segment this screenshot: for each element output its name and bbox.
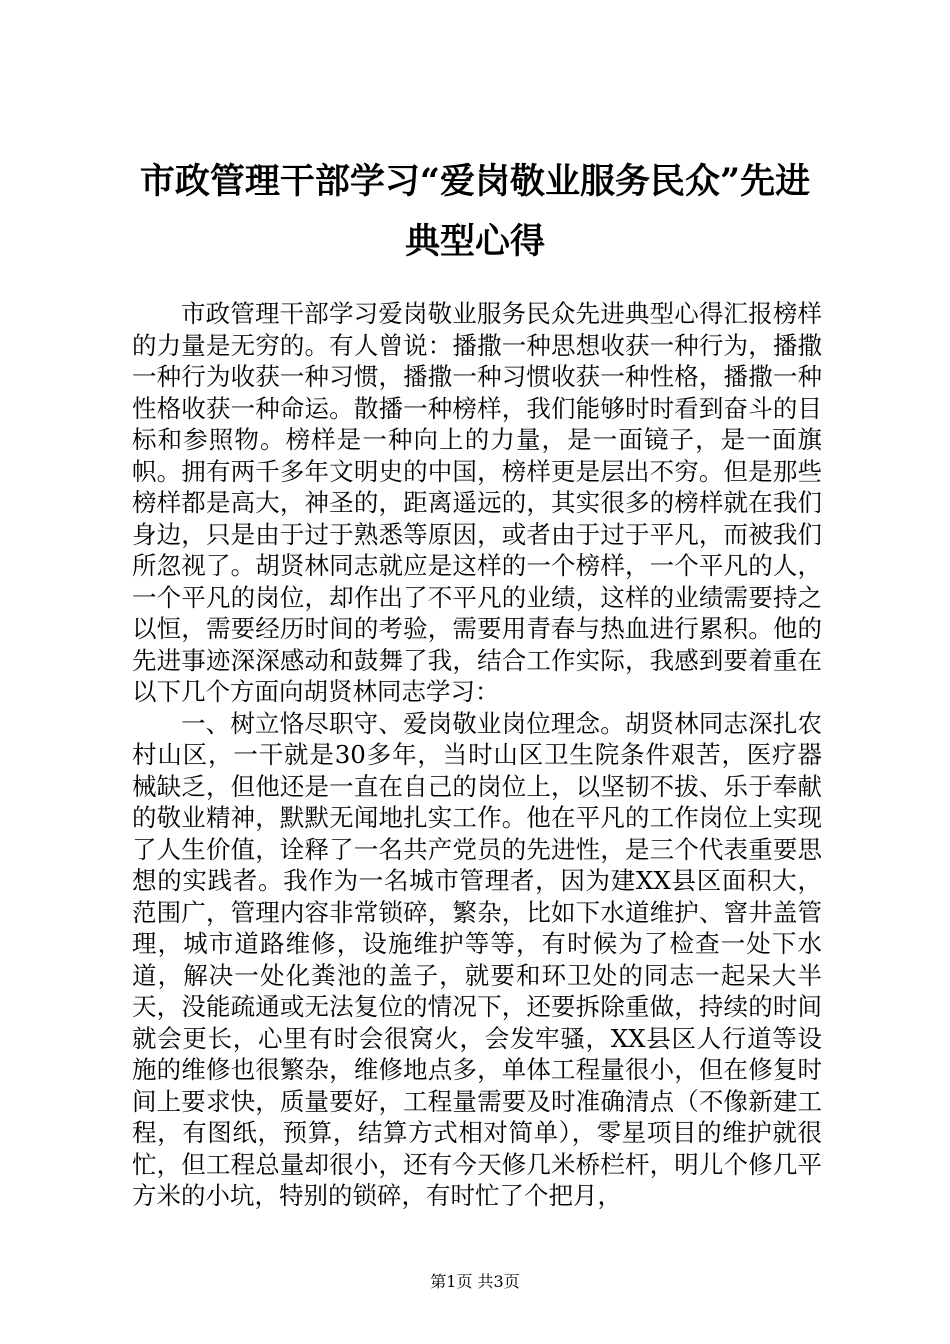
- document-title-line1: 市政管理干部学习“爱岗敬业服务民众”先进: [139, 161, 811, 202]
- paragraph-intro: 市政管理干部学习爱岗敬业服务民众先进典型心得汇报榜样的力量是无穷的。有人曾说：播撒一种思想收获一种行为，播撒一种行为收获一种习惯，播撒一种习惯收获一种性格，播撒一种性格收获一种命运。散播一种榜样，我们能够时时看到奋斗的目标和参照物。榜样是一种向上的力量，是一面镜子，是一面旗帜。拥有两千多年文明史的中国，榜样更是层出不穷。但是那些榜样都是高大，神圣的，距离遥远的，其实很多的榜样就在我们身边，只是由于过于熟悉等原因，或者由于过于平凡，而被我们所忽视了。胡贤林同志就应是这样的一个榜样，一个平凡的人，一个平凡的岗位，却作出了不平凡的业绩，这样的业绩需要持之以恒，需要经历时间的考验，需要用青春与热血进行累积。他的先进事迹深深感动和鼓舞了我，结合工作实际，我感到要着重在以下几个方面向胡贤林同志学习：: [132, 299, 822, 706]
- paragraph-section-one: 一、树立恪尽职守、爱岗敬业岗位理念。胡贤林同志深扎农村山区，一干就是30多年，当时山区卫生院条件艰苦，医疗器械缺乏，但他还是一直在自己的岗位上，以坚韧不拔、乐于奉献的敬业精神，默默无闻地扎实工作。他在平凡的工作岗位上实现了人生价值，诠释了一名共产党员的先进性，是三个代表重要思想的实践者。我作为一名城市管理者，因为建XX县区面积大，范围广，管理内容非常锁碎，繁杂，比如下水道维护、窨井盖管理，城市道路维修，设施维护等等，有时候为了检查一处下水道，解决一处化粪池的盖子，就要和环卫处的同志一起呆大半天，没能疏通或无法复位的情况下，还要拆除重做，持续的时间就会更长，心里有时会很窝火，会发牢骚，XX县区人行道等设施的维修也很繁杂，维修地点多，单体工程量很小，但在修复时间上要求快，质量要好，工程量需要及时准确清点（不像新建工程，有图纸，预算，结算方式相对简单），零星项目的维护就很忙，但工程总量却很小，还有今天修几米桥栏杆，明儿个修几平方米的小坑，特别的锁碎，有时忙了个把月，: [132, 708, 822, 1210]
- document-body: [132, 298, 822, 1212]
- page-number-footer: 第1页 共3页: [430, 1272, 520, 1291]
- document-title-line2: 典型心得: [404, 221, 545, 262]
